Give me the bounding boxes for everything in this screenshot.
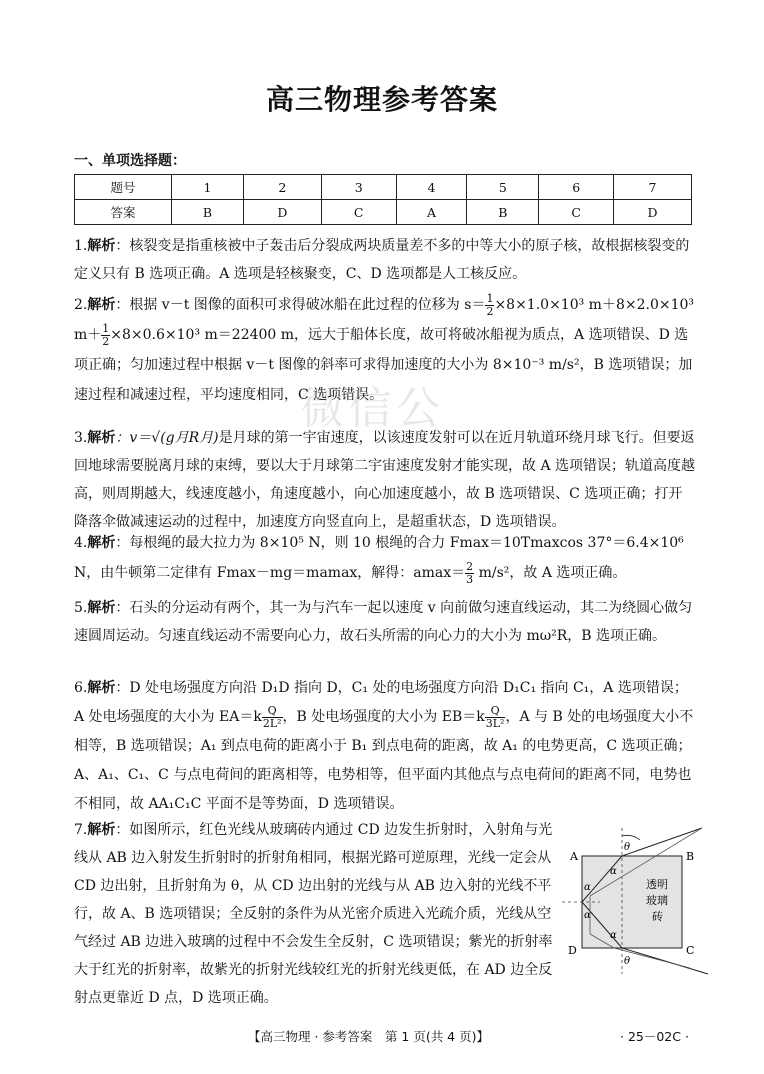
fraction: $\frac{1}{2}$	[486, 291, 494, 318]
question-number: 5.	[74, 600, 88, 616]
answer-6	[74, 674, 696, 819]
analysis-label: 解析	[87, 430, 116, 446]
analysis-label: 解析	[87, 238, 116, 254]
label-B: B	[686, 850, 695, 863]
question-number: 2.	[74, 297, 88, 313]
fraction: $\frac{1}{2}$	[102, 321, 110, 348]
analysis-text: m/s²，故 A 选项正确。	[474, 565, 627, 581]
analysis-text: ，B 处电场强度的大小为 EB＝k	[282, 709, 485, 725]
table-row	[75, 175, 692, 200]
table-cell: 3	[321, 175, 396, 200]
theta-bottom: θ	[624, 956, 631, 967]
formula: ：v＝√(g月R月)	[115, 430, 219, 446]
analysis-text: ×8×0.6×10³ m＝22400 m，远大于船体长度，故可将破冰船视为质点，A 选项错误、D 选项正确；匀加速过程中根据 v－t 图像的斜率可求得加速度的大小为 8×10⁻³ m/s²，B 选项错误；加速过程和减速过程，平均速度相同，C 选项错误。	[74, 327, 693, 403]
table-cell: 5	[467, 175, 539, 200]
table-cell: D	[243, 200, 321, 225]
glass-label: 砖	[652, 910, 663, 923]
table-header-cell: 答案	[75, 200, 172, 225]
analysis-text: ：每根绳的最大拉力为 8×10⁵ N，则 10 根绳的合力 Fmax＝10Tmaxcos 37°＝6.4×10⁶ N，由牛顿第二定律有 Fmax－mg＝mamax，解得：amax＝	[74, 535, 684, 581]
alpha-1: α	[610, 866, 617, 877]
page-title: 高三物理参考答案	[265, 83, 498, 116]
fraction: $\frac{Q}{\text{3L²}}$	[485, 703, 505, 730]
analysis-text: ：D 处电场强度方向沿 D₁D 指向 D，C₁ 处的电场强度方向沿 D₁C₁ 指向 C₁，A 选项错误；A 处电场强度的大小为 EA＝k	[74, 680, 688, 725]
question-number: 6.	[74, 680, 88, 696]
angle-arc	[622, 835, 640, 840]
analysis-label: 解析	[87, 600, 116, 616]
analysis-text: ：如图所示，红色光线从玻璃砖内通过 CD 边发生折射时，入射角与光线从 AB 边入射发生折射时的折射角相同，根据光路可逆原理，光线一定会从 CD 边出射，且折射角为 θ，从 CD 边出射的光线与从 AB 边入射的光线不平行，故 A、B 选项错误；全反射的条件为从光密介质进入光疏介质，光线从空气经过 AB 边进入玻璃的过程中不会发生全反射，C 选项错误；紫光的折射率大于红光的折射率，故紫光的折射光线较红光的折射光线更低，在 AD 边全反射点更靠近 D 点，D 选项正确。	[74, 822, 553, 1006]
fraction: $\frac{Q}{\text{2L²}}$	[262, 703, 282, 730]
table-cell: B	[467, 200, 539, 225]
section-heading: 一、单项选择题：	[74, 153, 186, 169]
answer-2	[74, 290, 696, 410]
label-C: C	[686, 944, 695, 957]
question-number: 1.	[74, 238, 88, 254]
analysis-text: ，A 与 B 处的电场强度大小不相等，B 选项错误；A₁ 到点电荷的距离小于 B₁ 到点电荷的距离，故 A₁ 的电势更高，C 选项正确；A、A₁、C₁、C 与点电荷间的距离相等，电势相等，但平面内其他点与点电荷间的距离不同，电势也不相同，故 AA₁C₁C 平面不是等势面，D 选项错误。	[74, 709, 694, 812]
glass-brick-diagram	[560, 826, 710, 976]
alpha-2: α	[584, 882, 591, 893]
analysis-text: ：核裂变是指重核被中子轰击后分裂成两块质量差不多的中等大小的原子核，故根据核裂变的定义只有 B 选项正确。A 选项是轻核聚变，C、D 选项都是人工核反应。	[74, 238, 690, 282]
analysis-text: ×8×1.0×10³ m＋8×2.0×10³ m＋	[74, 297, 695, 343]
table-cell: 2	[243, 175, 321, 200]
analysis-label: 解析	[87, 297, 116, 313]
question-number: 7.	[74, 822, 88, 838]
table-cell: A	[396, 200, 467, 225]
answer-7	[74, 816, 560, 1012]
answer-5	[74, 594, 696, 650]
table-cell: 7	[614, 175, 692, 200]
glass-label: 透明	[646, 878, 668, 891]
table-header-cell: 题号	[75, 175, 172, 200]
table-cell: D	[614, 200, 692, 225]
answer-3	[74, 424, 696, 536]
analysis-text: ：石头的分运动有两个，其一为与汽车一起以速度 v 向前做匀速直线运动，其二为绕圆心做匀速圆周运动。匀速直线运动不需要向心力，故石头所需的向心力的大小为 mω²R，B 选项正确。	[74, 600, 693, 644]
page-footer: 【高三物理 · 参考答案 第 1 页(共 4 页)】	[248, 1029, 489, 1044]
table-cell: C	[539, 200, 614, 225]
analysis-label: 解析	[87, 680, 116, 696]
fraction: $\frac{2}{3}$	[466, 559, 474, 586]
label-A: A	[570, 850, 578, 863]
page-code: · 25－02C ·	[620, 1029, 689, 1044]
answer-4	[74, 528, 696, 588]
alpha-4: α	[610, 930, 617, 941]
table-cell: B	[172, 200, 244, 225]
table-cell: 4	[396, 175, 467, 200]
exit-ray	[622, 948, 708, 974]
answer-table	[74, 174, 692, 225]
table-row	[75, 200, 692, 225]
theta-top: θ	[624, 842, 631, 853]
alpha-3: α	[584, 910, 591, 921]
analysis-label: 解析	[87, 535, 116, 551]
answer-1	[74, 232, 696, 288]
analysis-text: 是月球的第一宇宙速度，以该速度发射可以在近月轨道环绕月球飞行。但要返回地球需要脱离月球的束缚，要以大于月球第二宇宙速度发射才能实现，故 A 选项错误；轨道高度越高，则周期越大，线速度越小，角速度越小，向心加速度越小，故 B 选项错误、C 选项正确；打开降落伞做减速运动的过程中，加速度方向竖直向上，是超重状态，D 选项错误。	[74, 430, 696, 530]
question-number: 3.	[74, 430, 88, 446]
watermark: 微信公	[300, 383, 444, 434]
question-number: 4.	[74, 535, 88, 551]
analysis-text: ：根据 v－t 图像的面积可求得破冰船在此过程的位移为 s＝	[115, 297, 486, 313]
glass-label: 玻璃	[646, 894, 668, 907]
table-cell: 1	[172, 175, 244, 200]
table-cell: 6	[539, 175, 614, 200]
table-cell: C	[321, 200, 396, 225]
analysis-label: 解析	[87, 822, 116, 838]
label-D: D	[568, 944, 577, 957]
